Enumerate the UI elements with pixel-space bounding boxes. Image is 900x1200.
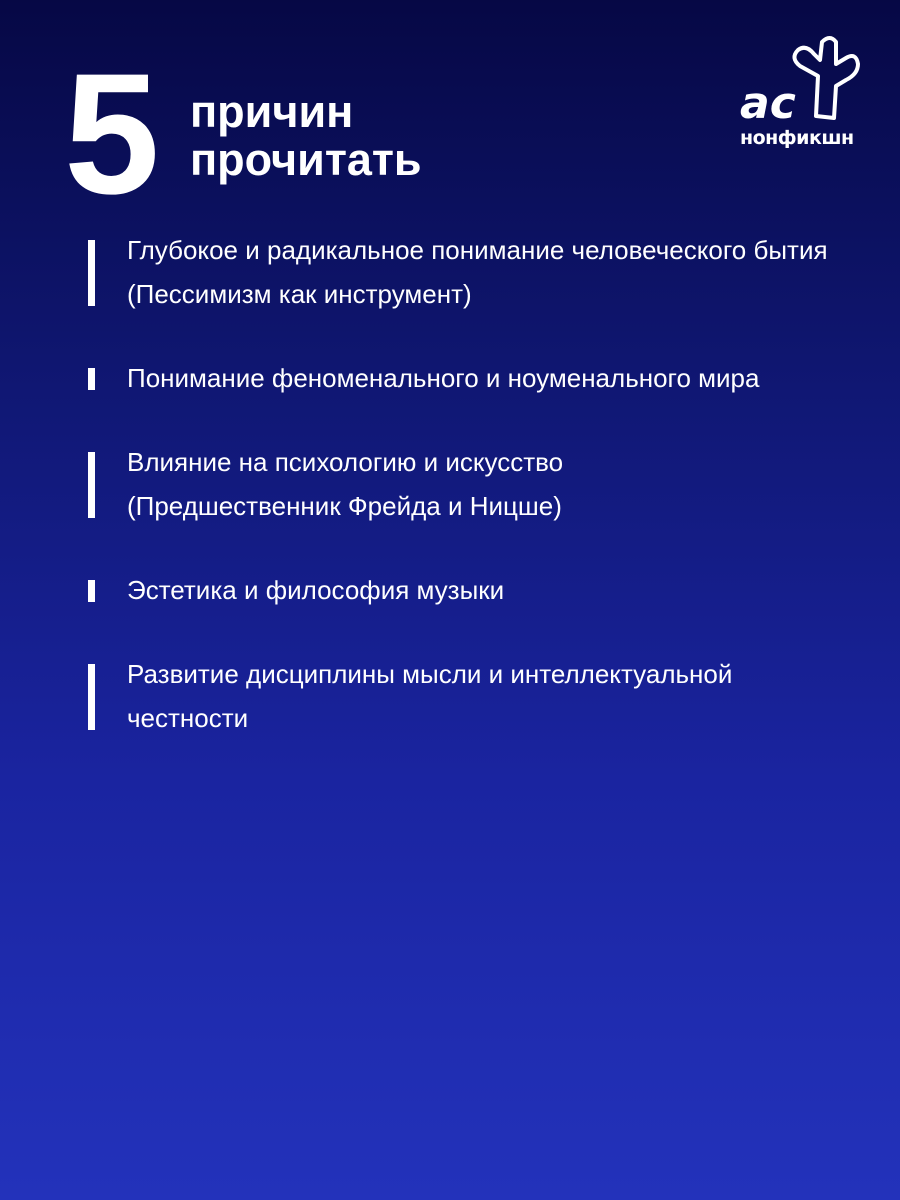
list-item [88,356,848,400]
item-text: Влияние на психологию и искусство (Предшественник Фрейда и Ницше) [127,447,564,521]
bullet-bar [88,580,95,602]
item-text: Глубокое и радикальное понимание человеческого бытия (Пессимизм как инструмент) [127,235,828,309]
page-title [190,88,422,184]
list-item [88,568,848,612]
number-five: 5 [64,38,156,230]
list-item [88,652,847,740]
svg-text:нонфикшн: нонфикшн [740,127,854,149]
item-text: Понимание феноменального и ноуменального мира [127,363,760,393]
title-line-1: причин [190,86,354,137]
svg-text:ac: ac [740,78,796,129]
bullet-bar [88,452,95,518]
item-text: Развитие дисциплины мысли и интеллектуальной честности [127,659,733,733]
bullet-bar [88,240,95,306]
bullet-bar [88,368,95,390]
bullet-bar [88,664,95,730]
title-line-2: прочитать [190,134,422,185]
ast-nonfiction-logo [738,36,868,156]
item-text: Эстетика и философия музыки [127,575,505,605]
list-item [88,228,848,316]
list-item [88,440,647,528]
cactus-logo-icon [738,36,868,156]
reasons-list [88,228,848,780]
